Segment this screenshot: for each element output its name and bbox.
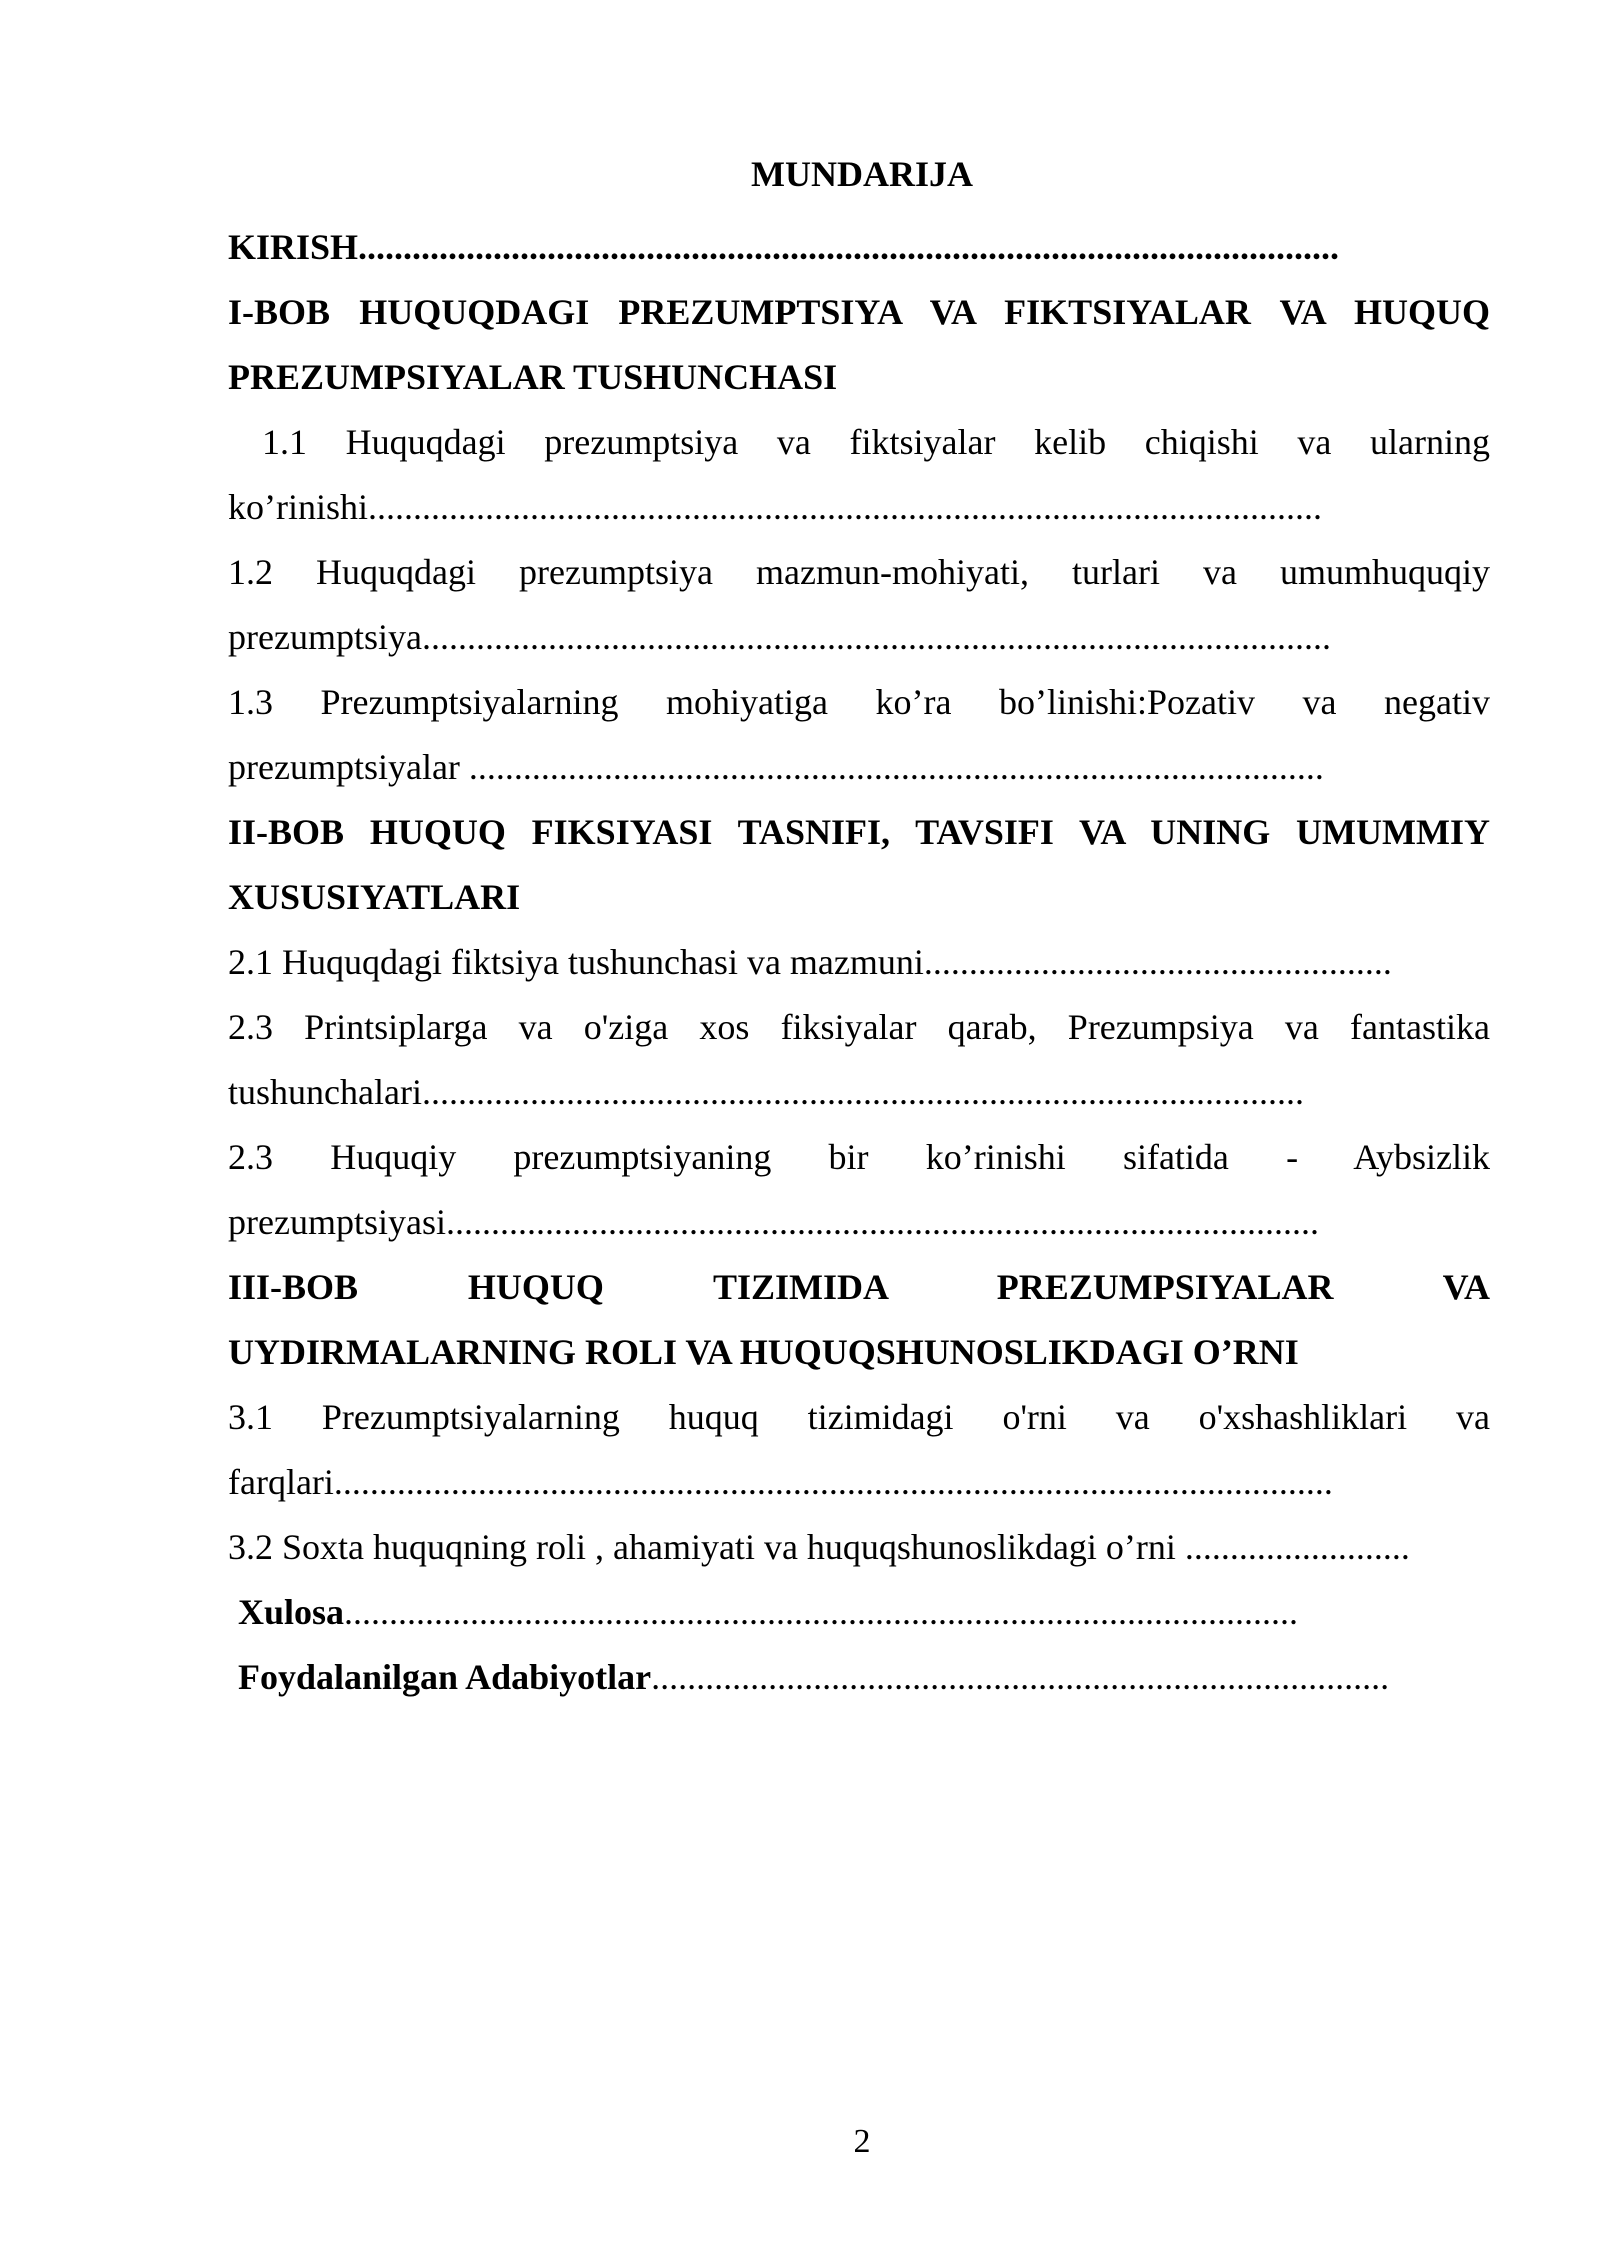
toc-chapter-3-line-1: III-BOB HUQUQ TIZIMIDA PREZUMPSIYALAR VA: [228, 1267, 1490, 1307]
toc-section-1-2-line-1: 1.2 Huquqdagi prezumptsiya mazmun-mohiyati, turlari va umumhuquqiy: [228, 552, 1490, 592]
toc-chapter-1-line-2: PREZUMPSIYALAR TUSHUNCHASI: [228, 357, 838, 397]
toc-section-3-1-line-1: 3.1 Prezumptsiyalarning huquq tizimidagi o'rni va o'xshashliklari va: [228, 1397, 1490, 1437]
toc-section-1-1-line-2: ko’rinishi..........................................................................................................: [228, 487, 1322, 527]
toc-section-2-2-line-2: tushunchalari..................................................................................................: [228, 1072, 1304, 1112]
page-number: 2: [853, 2123, 871, 2160]
toc-title: MUNDARIJA: [751, 154, 973, 194]
toc-entry-adabiyotlar-leader: ..................................................................................: [651, 1657, 1390, 1697]
toc-entry-kirish: KIRISH.............................................................................................................: [228, 227, 1340, 267]
toc-section-1-3-line-2: prezumptsiyalar ...............................................................................................: [228, 747, 1324, 787]
toc-section-1-2-line-2: prezumptsiya.....................................................................................................: [228, 617, 1331, 657]
toc-chapter-2-line-1: II-BOB HUQUQ FIKSIYASI TASNIFI, TAVSIFI VA UNING UMUMMIY: [228, 812, 1490, 852]
table-of-contents: [228, 215, 1490, 1710]
toc-entry-xulosa-leader: ..........................................................................................................: [344, 1592, 1299, 1632]
toc-section-2-3-line-2: prezumptsiyasi.................................................................................................: [228, 1202, 1319, 1242]
toc-chapter-3-line-2: UYDIRMALARNING ROLI VA HUQUQSHUNOSLIKDAGI O’RNI: [228, 1332, 1299, 1372]
toc-section-1-1-line-1: 1.1 Huquqdagi prezumptsiya va fiktsiyalar kelib chiqishi va ularning: [262, 422, 1490, 462]
toc-entry-adabiyotlar-label: Foydalanilgan Adabiyotlar: [238, 1657, 652, 1697]
toc-entry-xulosa-label: Xulosa: [238, 1592, 345, 1632]
toc-section-3-2: 3.2 Soxta huquqning roli , ahamiyati va huquqshunoslikdagi o’rni .........................: [228, 1527, 1410, 1567]
toc-section-3-1-line-2: farqlari...............................................................................................................: [228, 1462, 1333, 1502]
toc-section-1-3-line-1: 1.3 Prezumptsiyalarning mohiyatiga ko’ra bo’linishi:Pozativ va negativ: [228, 682, 1490, 722]
toc-section-2-1: 2.1 Huquqdagi fiktsiya tushunchasi va mazmuni....................................................: [228, 942, 1392, 982]
toc-section-2-3-line-1: 2.3 Huquqiy prezumptsiyaning bir ko’rinishi sifatida - Aybsizlik: [228, 1137, 1490, 1177]
toc-entry-adabiyotlar: [228, 1645, 1490, 1710]
toc-section-2-2-line-1: 2.3 Printsiplarga va o'ziga xos fiksiyalar qarab, Prezumpsiya va fantastika: [228, 1007, 1490, 1047]
toc-chapter-1-line-1: I-BOB HUQUQDAGI PREZUMPTSIYA VA FIKTSIYALAR VA HUQUQ: [228, 292, 1490, 332]
toc-entry-xulosa: [228, 1580, 1490, 1645]
toc-chapter-2-line-2: XUSUSIYATLARI: [228, 877, 521, 917]
